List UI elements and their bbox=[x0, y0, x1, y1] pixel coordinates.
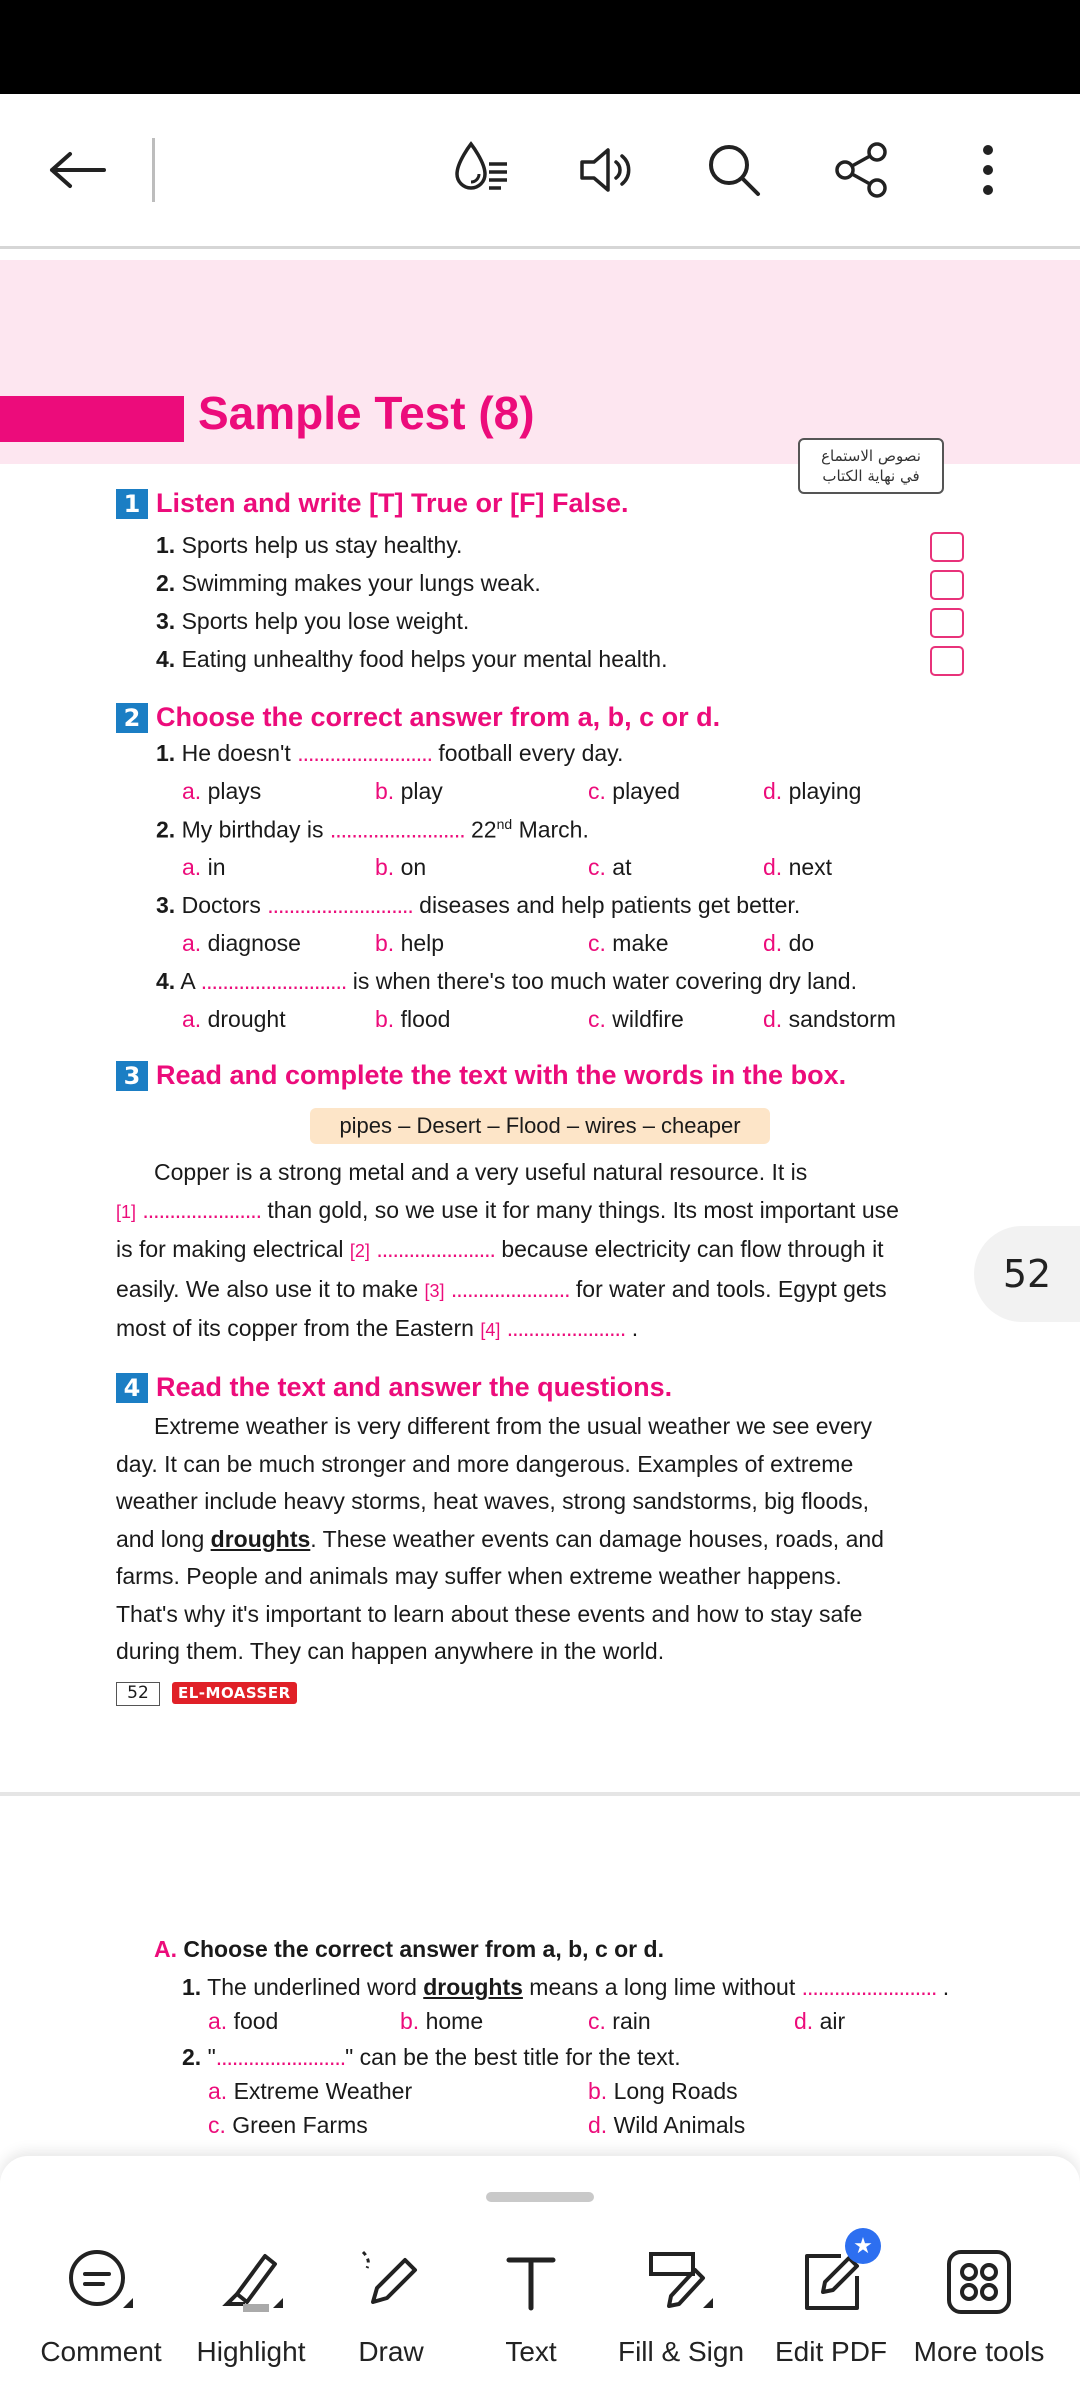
question-1: 1. He doesn't ......................... football every day. bbox=[156, 740, 624, 766]
toolbar-divider bbox=[152, 138, 155, 202]
option-a: a. in bbox=[182, 854, 226, 880]
status-bar bbox=[0, 0, 1080, 94]
section-1-heading: 1 Listen and write [T] True or [F] False. bbox=[116, 488, 629, 519]
section-2-heading: 2 Choose the correct answer from a, b, c or d. bbox=[116, 702, 720, 733]
option-a: a. diagnose bbox=[182, 930, 301, 956]
brand-logo: EL-MOASSER bbox=[172, 1682, 297, 1704]
answer-box[interactable] bbox=[930, 570, 964, 600]
weather-passage: Extreme weather is very different from the usual weather we see every day. It can be much stronger and more dangerous. Examples of extreme weather include heavy storms, heat waves, strong sandstorms, big floods, and long droughts. These weather events can damage houses, roads, and farms. People and animals may suffer when extreme weather happens. That's why it's important to learn about these events and how to stay safe during them. They can happen anywhere in the world. bbox=[116, 1413, 884, 1664]
read-aloud-icon[interactable] bbox=[568, 132, 644, 208]
option-b: b. Long Roads bbox=[588, 2078, 738, 2104]
question-4: 4. A ........................... is when there's too much water covering dry land. bbox=[156, 968, 857, 994]
audio-note: نصوص الاستماع في نهاية الكتاب bbox=[798, 438, 944, 494]
option-d: d. next bbox=[763, 854, 833, 880]
option-a: a. drought bbox=[182, 1006, 286, 1032]
option-b: b. on bbox=[375, 854, 427, 880]
option-b: b. flood bbox=[375, 1006, 451, 1032]
option-b: b. play bbox=[375, 778, 443, 804]
more-vertical-icon[interactable] bbox=[950, 132, 1026, 208]
option-d: d. playing bbox=[763, 778, 862, 804]
tf-item: 1. Sports help us stay healthy. bbox=[156, 532, 463, 558]
fill-sign-icon bbox=[645, 2246, 717, 2318]
section-3-heading: 3 Read and complete the text with the words in the box. bbox=[116, 1060, 846, 1091]
page-title: Sample Test (8) bbox=[198, 387, 535, 439]
title-accent-bar bbox=[0, 396, 184, 442]
toolbar-divider-line bbox=[0, 246, 1080, 249]
option-a: a. food bbox=[208, 2008, 279, 2034]
question-1: 1. The underlined word droughts means a long lime without ......................... . bbox=[182, 1974, 950, 2000]
share-icon[interactable] bbox=[823, 132, 899, 208]
option-d: d. Wild Animals bbox=[588, 2112, 746, 2138]
back-arrow-icon[interactable] bbox=[40, 132, 116, 208]
option-a: a. Extreme Weather bbox=[208, 2078, 413, 2104]
pdf-page-2 bbox=[0, 1796, 1080, 2156]
tool-highlight[interactable]: Highlight bbox=[176, 2246, 326, 2368]
read-mode-icon[interactable] bbox=[443, 132, 519, 208]
more-tools-icon bbox=[943, 2246, 1015, 2318]
answer-box[interactable] bbox=[930, 532, 964, 562]
search-icon[interactable] bbox=[696, 132, 772, 208]
option-d: d. sandstorm bbox=[763, 1006, 896, 1032]
option-d: d. air bbox=[794, 2008, 846, 2034]
option-b: b. help bbox=[375, 930, 445, 956]
word-box: pipes – Desert – Flood – wires – cheaper bbox=[310, 1108, 770, 1144]
section-4-heading: 4 Read the text and answer the questions. bbox=[116, 1372, 672, 1403]
tool-text[interactable]: Text bbox=[456, 2246, 606, 2368]
tf-item: 4. Eating unhealthy food helps your mental health. bbox=[156, 646, 668, 672]
highlight-icon bbox=[215, 2246, 287, 2318]
option-c: c. rain bbox=[588, 2008, 651, 2034]
question-3: 3. Doctors ........................... diseases and help patients get better. bbox=[156, 892, 801, 918]
tool-edit-pdf[interactable]: ★ Edit PDF bbox=[756, 2246, 906, 2368]
top-toolbar bbox=[0, 94, 1080, 246]
answer-box[interactable] bbox=[930, 608, 964, 638]
sheet-drag-handle[interactable] bbox=[486, 2192, 594, 2202]
option-c: c. at bbox=[588, 854, 632, 880]
tf-item: 2. Swimming makes your lungs weak. bbox=[156, 570, 541, 596]
tool-fill-sign[interactable]: Fill & Sign bbox=[606, 2246, 756, 2368]
tf-item: 3. Sports help you lose weight. bbox=[156, 608, 470, 634]
tool-comment[interactable]: Comment bbox=[26, 2246, 176, 2368]
section-a-heading: A. Choose the correct answer from a, b, c or d. bbox=[154, 1936, 664, 1962]
tool-more-tools[interactable]: More tools bbox=[904, 2246, 1054, 2368]
option-a: a. plays bbox=[182, 778, 262, 804]
option-c: c. wildfire bbox=[588, 1006, 684, 1032]
option-c: c. make bbox=[588, 930, 669, 956]
tool-draw[interactable]: Draw bbox=[316, 2246, 466, 2368]
copper-passage: Copper is a strong metal and a very useful natural resource. It is [1] ...................... than gold, so we use it for many things. Its most important use is for making electrical [2] ...................... because electricity can flow through it easily. We also use it to make [3] ...................... for water and tools. Egypt gets most of its copper from the Eastern [4] ...................... . bbox=[116, 1159, 899, 1341]
edit-pdf-icon bbox=[795, 2233, 873, 2318]
page-indicator[interactable]: 52 bbox=[974, 1226, 1080, 1322]
question-2: 2. My birthday is ......................... 22nd March. bbox=[156, 816, 589, 843]
question-2: 2. "........................" can be the best title for the text. bbox=[182, 2044, 681, 2070]
draw-icon bbox=[355, 2246, 427, 2318]
answer-box[interactable] bbox=[930, 646, 964, 676]
option-d: d. do bbox=[763, 930, 815, 956]
comment-icon bbox=[65, 2246, 137, 2318]
pdf-page bbox=[0, 252, 1080, 1792]
star-badge-icon: ★ bbox=[845, 2228, 881, 2264]
option-c: c. played bbox=[588, 778, 681, 804]
text-icon bbox=[495, 2246, 567, 2318]
page-number-footer: 52 bbox=[116, 1682, 160, 1706]
option-c: c. Green Farms bbox=[208, 2112, 368, 2138]
tools-bottom-sheet bbox=[0, 2156, 1080, 2400]
option-b: b. home bbox=[400, 2008, 484, 2034]
